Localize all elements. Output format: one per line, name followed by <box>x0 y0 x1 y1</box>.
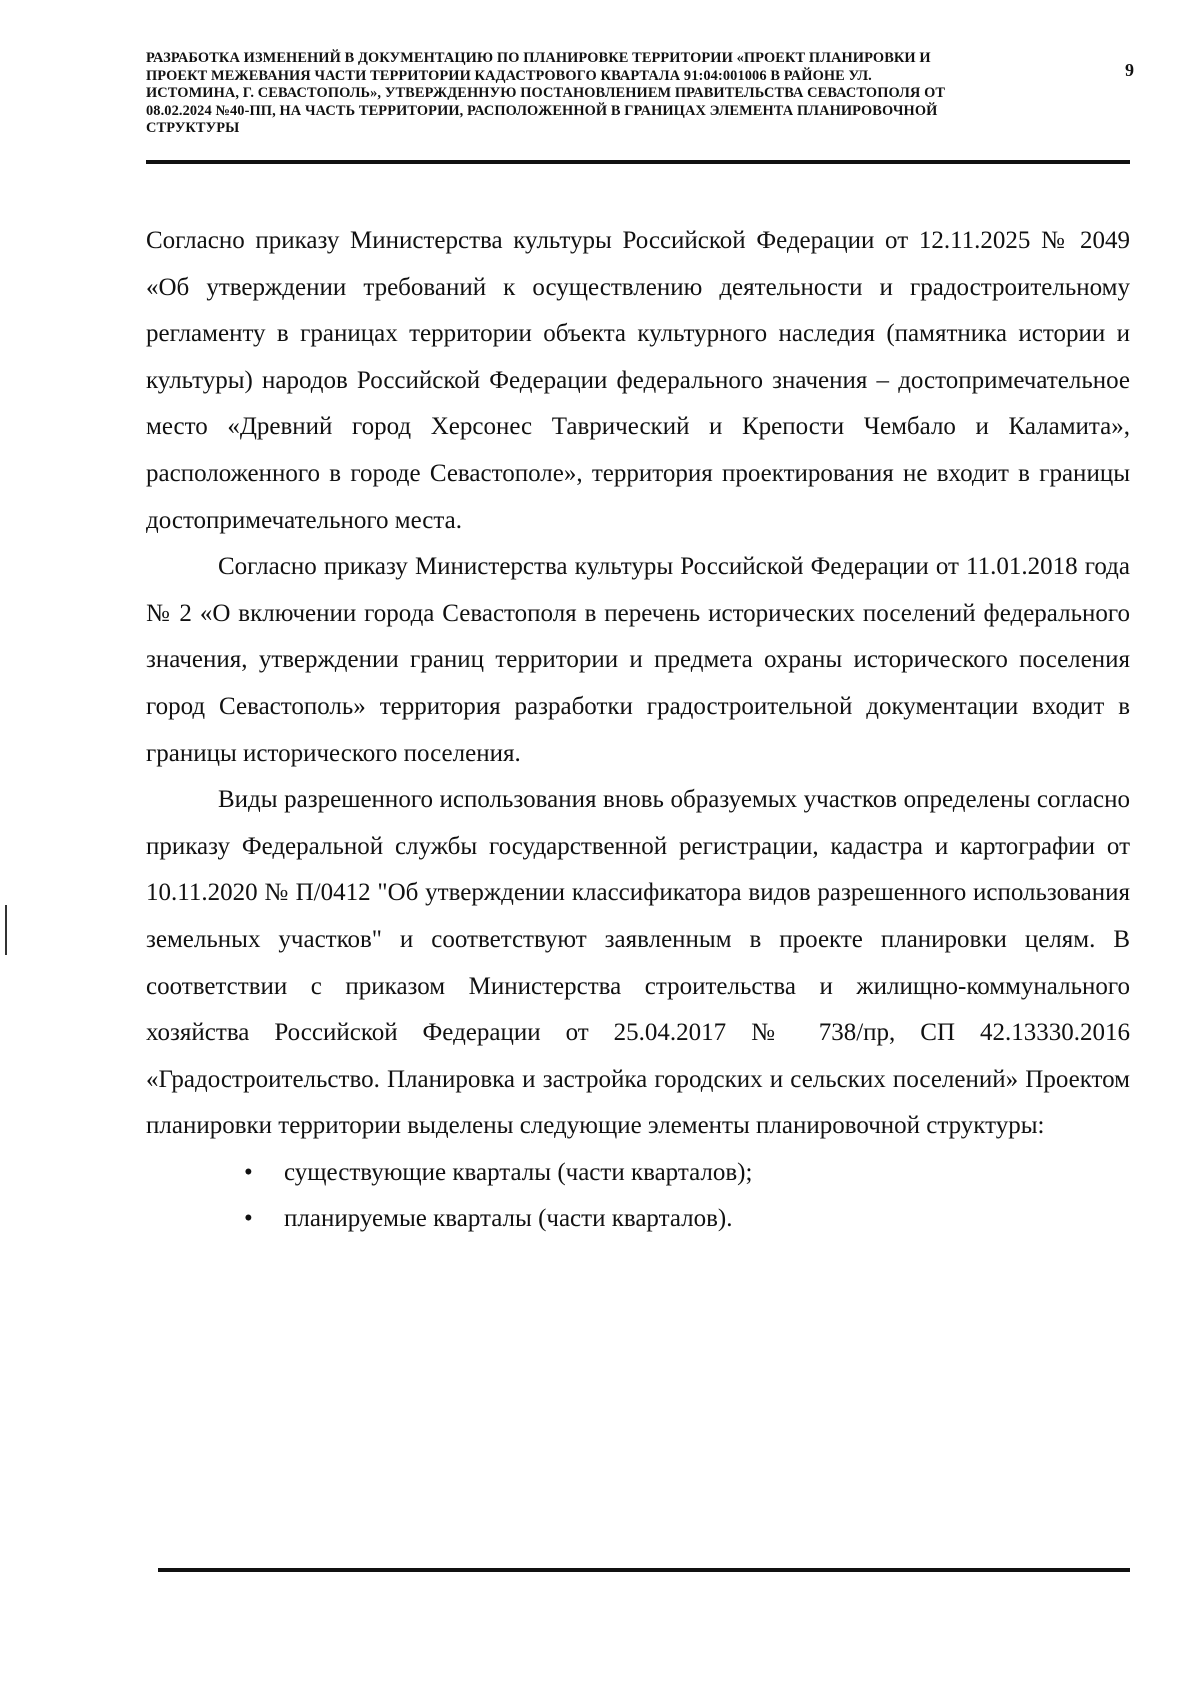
header-divider <box>146 160 1130 164</box>
scan-margin-mark <box>5 905 7 955</box>
paragraph-3: Виды разрешенного использования вновь образуемых участков определены согласно приказу Федеральной службы государственной регистрации, кадастра и картографии от 10.11.2020 № П/0412 "Об утверждении классификатора видов разрешенного использования земельных участков" и соответствуют заявленным в проекте планировки целям. В соответствии с приказом Министерства строительства и жилищно-коммунального хозяйства Российской Федерации от 25.04.2017 № 738/пр, СП 42.13330.2016 «Градостроительство. Планировка и застройка городских и сельских поселений» Проектом планировки территории выделены следующие элементы планировочной структуры: <box>146 786 1130 1140</box>
page-number: 9 <box>1125 60 1134 80</box>
document-body <box>146 218 1130 1243</box>
bullet-list <box>146 1150 1130 1243</box>
paragraph-1: Согласно приказу Министерства культуры Российской Федерации от 12.11.2025 № 2049 «Об утверждении требований к осуществлению деятельности и градостроительному регламенту в границах территории объекта культурного наследия (памятника истории и культуры) народов Российской Федерации федерального значения – достопримечательное место «Древний город Херсонес Таврический и Крепости Чембало и Каламита», расположенного в городе Севастополе», территория проектирования не входит в границы достопримечательного места. <box>146 227 1130 534</box>
list-item-text: существующие кварталы (части кварталов); <box>284 1158 753 1186</box>
list-item <box>146 1150 1130 1197</box>
footer-divider <box>158 1568 1130 1572</box>
list-item-text: планируемые кварталы (части кварталов). <box>284 1205 733 1233</box>
paragraph-2: Согласно приказу Министерства культуры Российской Федерации от 11.01.2018 года № 2 «О включении города Севастополя в перечень исторических поселений федерального значения, утверждении границ территории и предмета охраны исторического поселения город Севастополь» территория разработки градостроительной документации входит в границы исторического поселения. <box>146 553 1130 767</box>
bullet-icon: • <box>244 1158 253 1186</box>
bullet-icon: • <box>244 1205 253 1233</box>
header-title: РАЗРАБОТКА ИЗМЕНЕНИЙ В ДОКУМЕНТАЦИЮ ПО ПЛАНИРОВКЕ ТЕРРИТОРИИ «ПРОЕКТ ПЛАНИРОВКИ И ПРОЕКТ МЕЖЕВАНИЯ ЧАСТИ ТЕРРИТОРИИ КАДАСТРОВОГО КВАРТАЛА 91:04:001006 В РАЙОНЕ УЛ. ИСТОМИНА, Г. СЕВАСТОПОЛЬ», УТВЕРЖДЕННУЮ ПОСТАНОВЛЕНИЕМ ПРАВИТЕЛЬСТВА СЕВАСТОПОЛЯ ОТ 08.02.2024 №40-ПП, НА ЧАСТЬ ТЕРРИТОРИИ, РАСПОЛОЖЕННОЙ В ГРАНИЦАХ ЭЛЕМЕНТА ПЛАНИРОВОЧНОЙ СТРУКТУРЫ <box>146 50 946 136</box>
page-header <box>146 50 1046 138</box>
list-item <box>146 1196 1130 1243</box>
